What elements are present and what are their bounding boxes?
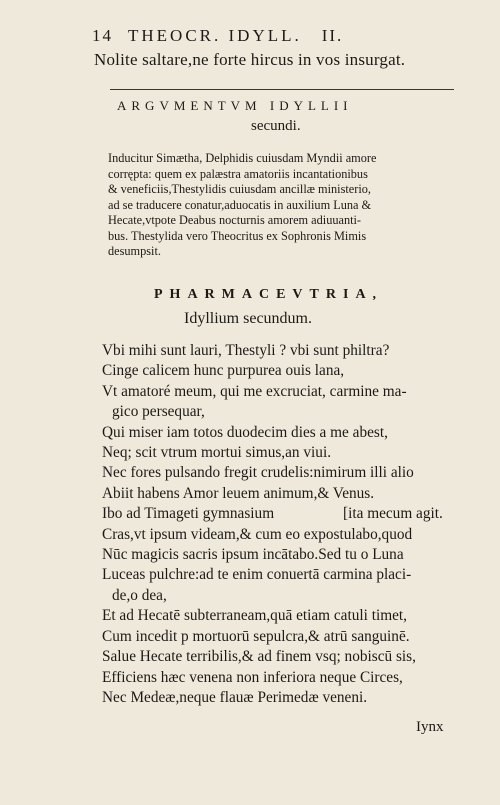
poem-text	[102, 341, 472, 708]
argument-line: ad se traducere conatur,aduocatis in auxilium Luna &	[108, 197, 372, 212]
carry-over-line: Nolite saltare,ne forte hircus in vos insurgat.	[94, 50, 406, 69]
poem-line: Vbi mihi sunt lauri, Thestyli ? vbi sunt philtra?	[102, 342, 390, 359]
poem-line: Luceas pulchre:ad te enim conuertā carmina placi-	[102, 566, 412, 584]
poem-line: Nūc magicis sacris ipsum incātabo.Sed tu o Luna	[102, 546, 404, 564]
argument-line: & veneficiis,Thestylidis cuiusdam ancillæ ministerio,	[108, 182, 371, 196]
poem-line: Nec fores pulsando fregit crudelis:nimirum illi alio	[102, 464, 414, 482]
section-subtitle: Idyllium secundum.	[184, 310, 312, 327]
poem-line: Vt amatoré meum, qui me excruciat, carmine ma-	[102, 382, 407, 400]
poem-line: Cras,vt ipsum videam,& cum eo expostulabo,quod	[102, 525, 413, 543]
poem-line: Salue Hecate terribilis,& ad finem vsq; nobiscū sis,	[102, 648, 416, 666]
section-title: PHARMACEVTRIA,	[154, 287, 384, 302]
poem-line: de,o dea,	[112, 586, 167, 604]
argument-line: Inducitur Simætha, Delphidis cuiusdam Myndii amore	[108, 151, 377, 165]
poem-line-left: Ibo ad Timageti gymnasium	[102, 505, 275, 523]
running-title: THEOCR. IDYLL.	[128, 26, 302, 45]
poem-line-turnover: [ita mecum agit.	[343, 505, 443, 523]
argument-title: ARGVMENTVM IDYLLII	[117, 98, 353, 113]
argument-text	[108, 151, 458, 260]
poem-line: Et ad Hecatē subterraneam,quā etiam catuli timet,	[102, 607, 407, 625]
catchword: Iynx	[416, 719, 444, 735]
argument-subtitle: secundi.	[251, 118, 301, 134]
argument-line: bus. Thestylida vero Theocritus ex Sophronis Mimis	[108, 228, 367, 243]
poem-line: Cum incedit p mortuorū sepulcra,& atrū sanguinē.	[102, 627, 410, 645]
argument-line: Hecate,vtpote Deabus nocturnis amorem adiuuanti-	[108, 213, 362, 227]
poem-line	[102, 504, 472, 524]
argument-line: desumpsit.	[108, 244, 161, 258]
poem-line: Qui miser iam totos duodecim dies a me abest,	[102, 423, 388, 441]
poem-line: Nec Medeæ,neque flauæ Perimedæ veneni.	[102, 688, 368, 706]
poem-line: gico persequar,	[112, 403, 205, 421]
poem-line: Abiit habens Amor leuem animum,& Venus.	[102, 484, 375, 502]
divider-rule	[110, 89, 454, 90]
poem-line: Efficiens hæc venena non inferiora neque Circes,	[102, 668, 403, 686]
idyll-number: II.	[321, 26, 344, 45]
argument-line: corrępta: quem ex palæstra amatoriis incantationibus	[108, 166, 368, 181]
poem-line: Neq; scit vtrum mortui simus,an viui.	[102, 444, 332, 462]
page-number: 14	[92, 26, 113, 45]
poem-line: Cinge calicem hunc purpurea ouis lana,	[102, 362, 345, 380]
running-header	[92, 26, 452, 46]
